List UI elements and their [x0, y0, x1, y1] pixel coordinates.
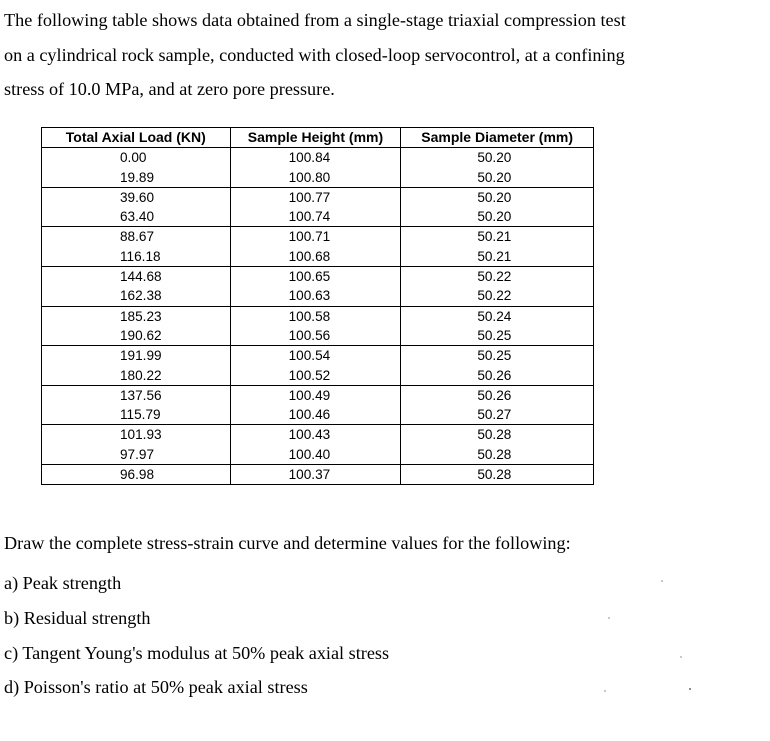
cell-sample-diameter: 50.21	[401, 227, 594, 247]
scan-speck	[604, 690, 606, 692]
cell-sample-diameter: 50.20	[401, 207, 594, 227]
scan-speck	[608, 617, 610, 619]
task-item-a: a) Peak strength	[4, 573, 122, 593]
cell-axial-load: 191.99	[42, 346, 231, 366]
table-row	[42, 207, 594, 227]
cell-sample-diameter: 50.27	[401, 405, 594, 425]
cell-sample-diameter: 50.26	[401, 385, 594, 405]
table-row	[42, 366, 594, 386]
table-row	[42, 247, 594, 267]
triaxial-data-table	[41, 127, 594, 485]
cell-sample-height: 100.68	[230, 247, 401, 267]
cell-axial-load: 96.98	[42, 465, 231, 485]
cell-axial-load: 0.00	[42, 148, 231, 168]
cell-axial-load: 162.38	[42, 286, 231, 306]
cell-sample-diameter: 50.22	[401, 267, 594, 287]
cell-sample-height: 100.52	[230, 366, 401, 386]
cell-sample-diameter: 50.20	[401, 168, 594, 188]
table-row	[42, 227, 594, 247]
table-row	[42, 385, 594, 405]
cell-sample-height: 100.58	[230, 306, 401, 326]
table-row	[42, 465, 594, 485]
cell-axial-load: 180.22	[42, 366, 231, 386]
intro-paragraph	[4, 3, 744, 107]
cell-sample-height: 100.54	[230, 346, 401, 366]
table-row	[42, 405, 594, 425]
header-sample-diameter: Sample Diameter (mm)	[401, 128, 594, 148]
cell-axial-load: 137.56	[42, 385, 231, 405]
scan-speck	[661, 580, 663, 582]
header-sample-height: Sample Height (mm)	[230, 128, 401, 148]
cell-sample-diameter: 50.24	[401, 306, 594, 326]
cell-sample-height: 100.49	[230, 385, 401, 405]
cell-axial-load: 97.97	[42, 445, 231, 465]
task-prompt: Draw the complete stress-strain curve and determine values for the following:	[4, 533, 571, 553]
cell-sample-height: 100.84	[230, 148, 401, 168]
cell-sample-height: 100.43	[230, 425, 401, 445]
table-row	[42, 306, 594, 326]
cell-axial-load: 63.40	[42, 207, 231, 227]
table-row	[42, 286, 594, 306]
cell-axial-load: 144.68	[42, 267, 231, 287]
task-item-b: b) Residual strength	[4, 608, 151, 628]
cell-axial-load: 101.93	[42, 425, 231, 445]
intro-line: stress of 10.0 MPa, and at zero pore pressure.	[4, 79, 335, 99]
scan-speck	[689, 688, 691, 690]
cell-sample-height: 100.74	[230, 207, 401, 227]
table-row	[42, 346, 594, 366]
cell-axial-load: 116.18	[42, 247, 231, 267]
cell-sample-diameter: 50.22	[401, 286, 594, 306]
cell-sample-diameter: 50.25	[401, 326, 594, 346]
intro-line: on a cylindrical rock sample, conducted with closed-loop servocontrol, at a confining	[4, 44, 625, 65]
cell-axial-load: 19.89	[42, 168, 231, 188]
intro-line: The following table shows data obtained from a single-stage triaxial compression test	[4, 10, 626, 30]
cell-sample-height: 100.77	[230, 187, 401, 207]
cell-sample-height: 100.65	[230, 267, 401, 287]
table-row	[42, 187, 594, 207]
task-item-d: d) Poisson's ratio at 50% peak axial stress	[4, 677, 308, 697]
cell-sample-diameter: 50.20	[401, 148, 594, 168]
cell-sample-diameter: 50.21	[401, 247, 594, 267]
header-axial-load: Total Axial Load (KN)	[42, 128, 231, 148]
cell-sample-diameter: 50.28	[401, 465, 594, 485]
cell-sample-height: 100.40	[230, 445, 401, 465]
table-row	[42, 267, 594, 287]
cell-sample-diameter: 50.25	[401, 346, 594, 366]
table-row	[42, 168, 594, 188]
cell-sample-height: 100.80	[230, 168, 401, 188]
cell-sample-height: 100.63	[230, 286, 401, 306]
cell-sample-diameter: 50.28	[401, 425, 594, 445]
cell-sample-height: 100.71	[230, 227, 401, 247]
cell-sample-diameter: 50.28	[401, 445, 594, 465]
cell-axial-load: 39.60	[42, 187, 231, 207]
table-row	[42, 445, 594, 465]
cell-axial-load: 190.62	[42, 326, 231, 346]
cell-axial-load: 185.23	[42, 306, 231, 326]
cell-sample-diameter: 50.20	[401, 187, 594, 207]
table-row	[42, 326, 594, 346]
cell-axial-load: 115.79	[42, 405, 231, 425]
cell-sample-height: 100.37	[230, 465, 401, 485]
scan-speck	[680, 656, 682, 658]
cell-axial-load: 88.67	[42, 227, 231, 247]
table-row	[42, 148, 594, 168]
cell-sample-height: 100.56	[230, 326, 401, 346]
table-header-row	[42, 128, 594, 148]
table-row	[42, 425, 594, 445]
cell-sample-height: 100.46	[230, 405, 401, 425]
cell-sample-diameter: 50.26	[401, 366, 594, 386]
task-item-c: c) Tangent Young's modulus at 50% peak axial stress	[4, 643, 390, 663]
